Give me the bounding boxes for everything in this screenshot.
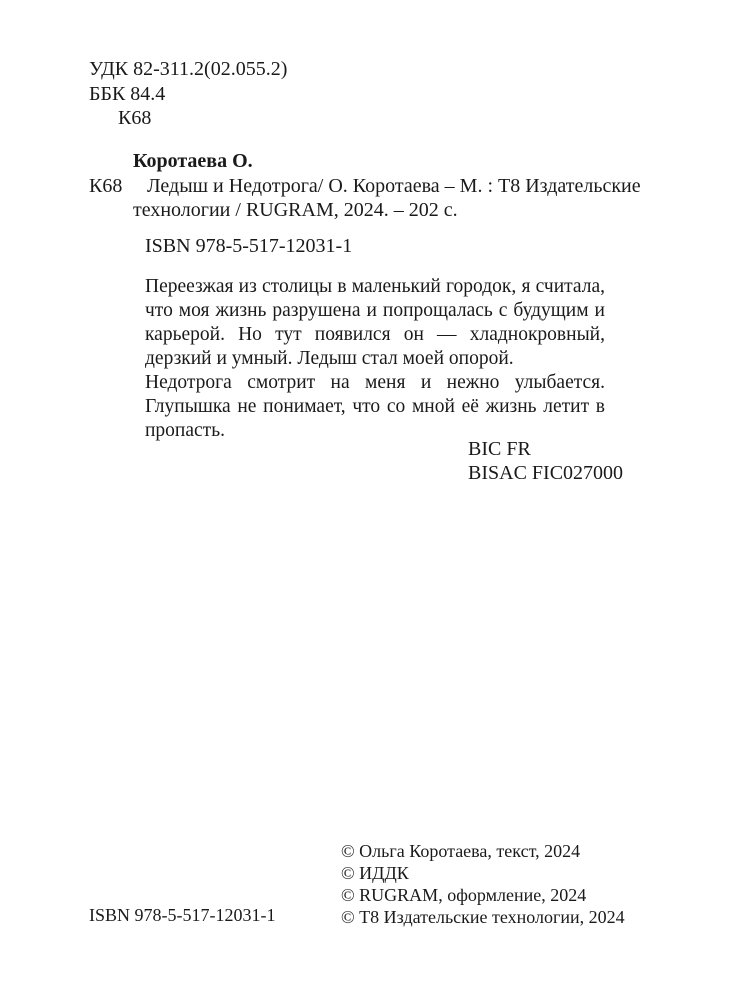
bibliographic-title-line-1: Ледыш и Недотрога/ О. Коротаева – М. : Т8 Издательские: [147, 175, 641, 197]
bbk-code: ББК 84.4: [89, 83, 166, 105]
copyright-line: © Ольга Коротаева, текст, 2024: [341, 841, 581, 861]
author-heading: Коротаева О.: [133, 150, 253, 172]
annotation-paragraph-2: Недотрога смотрит на меня и нежно улыбается. Глупышка не понимает, что со мной её жизнь летит в пропасть.: [145, 372, 605, 441]
copyright-block: [341, 840, 625, 928]
bibliographic-title-line-2: технологии / RUGRAM, 2024. – 202 с.: [133, 199, 458, 221]
footer-isbn: ISBN 978-5-517-12031-1: [89, 905, 276, 925]
bic-code: BIC FR: [468, 438, 531, 460]
bisac-code: BISAC FIC027000: [468, 462, 624, 484]
author-mark: К68: [89, 175, 123, 197]
annotation: [145, 275, 605, 443]
copyright-line: © ИДДК: [341, 863, 409, 883]
isbn-record: ISBN 978-5-517-12031-1: [145, 235, 353, 257]
udk-code: УДК 82-311.2(02.055.2): [89, 58, 288, 80]
copyright-line: © Т8 Издательские технологии, 2024: [341, 907, 625, 927]
author-mark-top: К68: [118, 107, 152, 129]
annotation-paragraph-1: Переезжая из столицы в маленький городок, я считала, что моя жизнь разрушена и попрощалась с будущим и карьерой. Но тут появился он — хладнокровный, дерзкий и умный. Ледыш стал моей опорой.: [145, 276, 605, 369]
copyright-line: © RUGRAM, оформление, 2024: [341, 885, 587, 905]
